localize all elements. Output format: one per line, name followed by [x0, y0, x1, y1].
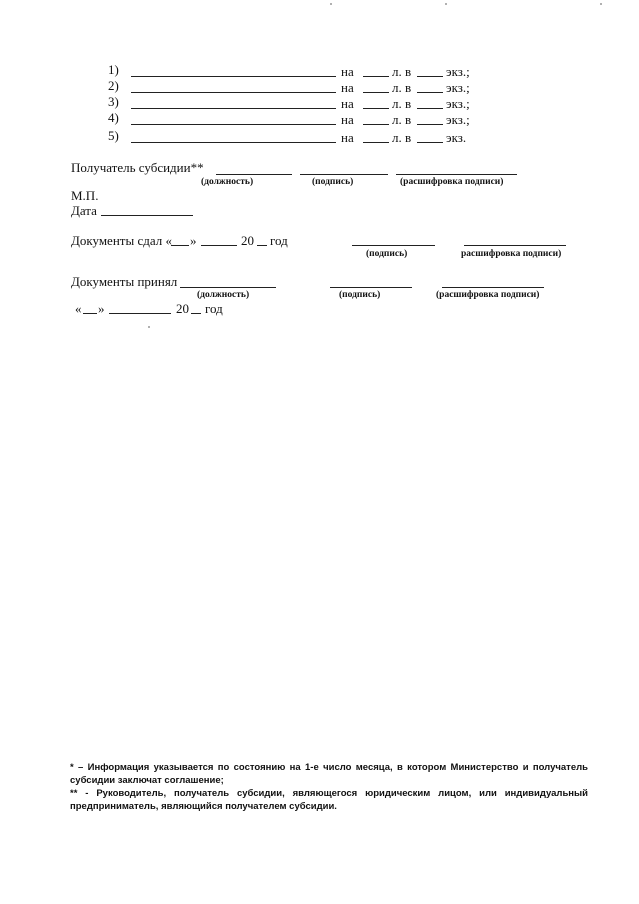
sheets-count-line — [363, 76, 389, 77]
decoding-line — [442, 287, 544, 288]
scan-speck — [148, 326, 150, 328]
recipient-label: Получатель субсидии** — [71, 160, 204, 175]
position-line — [216, 174, 292, 175]
row-number: 5) — [108, 128, 119, 143]
month-line — [201, 245, 237, 246]
year-line — [257, 245, 267, 246]
row-number: 1) — [108, 62, 119, 77]
na-label: на — [341, 96, 354, 111]
copies-label: экз. — [446, 130, 467, 145]
quote-close: » — [190, 233, 197, 248]
date-open: « — [75, 301, 82, 316]
submitted-label: Документы сдал « — [71, 233, 172, 248]
position-line — [180, 287, 276, 288]
row-number: 2) — [108, 78, 119, 93]
row-number: 3) — [108, 94, 119, 109]
year-prefix: 20 — [176, 301, 189, 316]
sheets-label: л. в — [392, 130, 412, 145]
signature-line — [330, 287, 412, 288]
caption-decoding: расшифровка подписи) — [461, 249, 562, 259]
copies-count-line — [417, 124, 443, 125]
sheets-label: л. в — [392, 80, 412, 95]
footnote-1: * – Информация указывается по состоянию на 1-е число месяца, в котором Министерство и получатель субсидии заключат соглашение; — [70, 762, 588, 786]
document-name-line — [131, 108, 336, 109]
copies-label: экз.; — [446, 112, 470, 127]
sheets-count-line — [363, 92, 389, 93]
copies-label: экз.; — [446, 96, 470, 111]
accepted-label: Документы принял — [71, 274, 178, 289]
day-line — [171, 245, 189, 246]
copies-label: экз.; — [446, 64, 470, 79]
caption-position: (должность) — [201, 177, 254, 187]
sheets-label: л. в — [392, 96, 412, 111]
copies-count-line — [417, 108, 443, 109]
row-number: 4) — [108, 110, 119, 125]
na-label: на — [341, 64, 354, 79]
year-prefix: 20 — [241, 233, 254, 248]
copies-label: экз.; — [446, 80, 470, 95]
scan-speck — [600, 3, 602, 5]
document-name-line — [131, 76, 336, 77]
copies-count-line — [417, 76, 443, 77]
signature-line — [352, 245, 435, 246]
caption-decoding: (расшифровка подписи) — [400, 177, 504, 187]
decoding-line — [396, 174, 517, 175]
scan-speck — [445, 3, 447, 5]
sheets-count-line — [363, 108, 389, 109]
caption-signature: (подпись) — [312, 177, 354, 187]
date-label: Дата — [71, 203, 97, 218]
year-suffix: год — [270, 233, 288, 248]
na-label: на — [341, 80, 354, 95]
stamp-label: М.П. — [71, 188, 99, 203]
document-name-line — [131, 92, 336, 93]
sheets-label: л. в — [392, 112, 412, 127]
year-suffix: год — [205, 301, 223, 316]
document-name-line — [131, 124, 336, 125]
decoding-line — [464, 245, 566, 246]
caption-signature: (подпись) — [366, 249, 408, 259]
year-line — [191, 313, 201, 314]
date-close: » — [98, 301, 105, 316]
caption-signature: (подпись) — [339, 290, 381, 300]
scan-speck — [330, 3, 332, 5]
footnote-2: ** - Руководитель, получатель субсидии, являющегося юридическим лицом, или индивидуальный предприниматель, являющийся получателем субсидии. — [70, 788, 588, 812]
date-line — [101, 215, 193, 216]
na-label: на — [341, 112, 354, 127]
copies-count-line — [417, 92, 443, 93]
sheets-count-line — [363, 124, 389, 125]
caption-decoding: (расшифровка подписи) — [436, 290, 540, 300]
copies-count-line — [417, 142, 443, 143]
day-line — [83, 313, 97, 314]
document-name-line — [131, 142, 336, 143]
month-line — [109, 313, 171, 314]
na-label: на — [341, 130, 354, 145]
signature-line — [300, 174, 388, 175]
caption-position: (должность) — [197, 290, 250, 300]
sheets-label: л. в — [392, 64, 412, 79]
sheets-count-line — [363, 142, 389, 143]
